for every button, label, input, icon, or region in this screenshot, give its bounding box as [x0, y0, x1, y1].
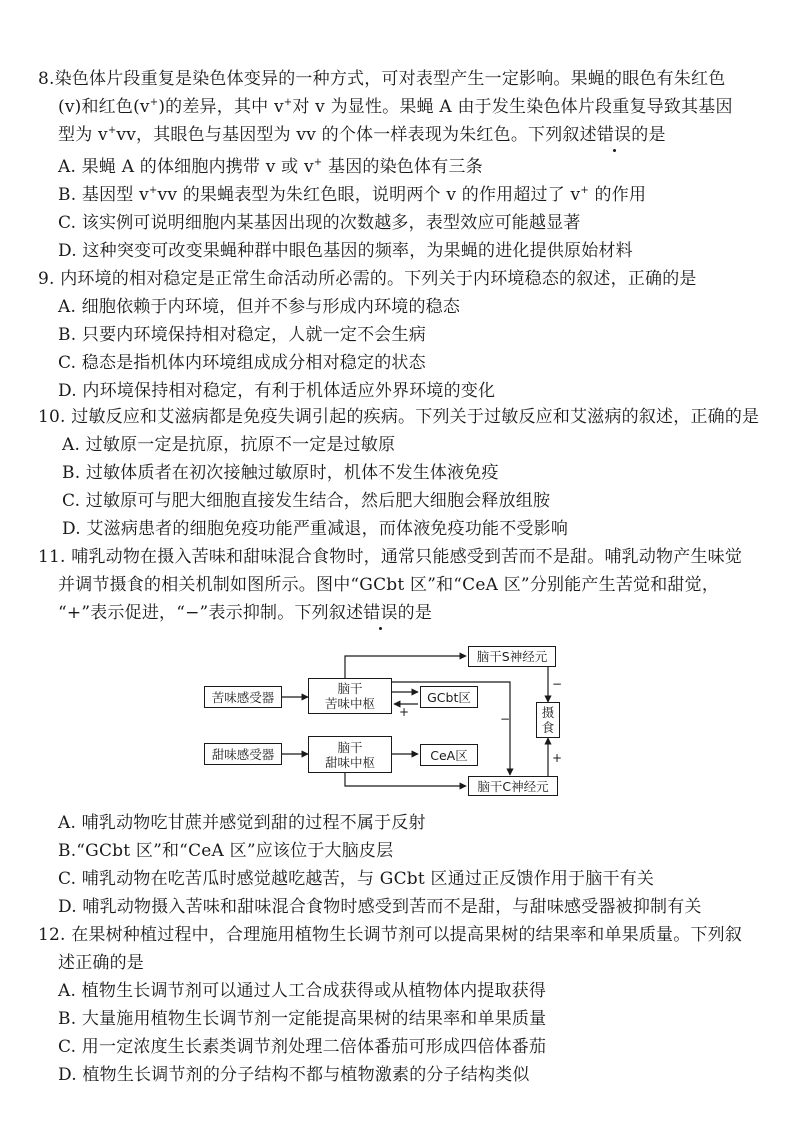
- q10-option-a: A. 过敏原一定是抗原，抗原不一定是过敏原: [62, 435, 396, 455]
- q10-option-b: B. 过敏体质者在初次接触过敏原时，机体不发生体液免疫: [62, 463, 499, 483]
- q12-option-d: D. 植物生长调节剂的分子结构不都与植物激素的分子结构类似: [58, 1065, 530, 1085]
- q9-option-b: B. 只要内环境保持相对稳定，人就一定不会生病: [58, 325, 426, 345]
- q12-stem-line-2: 述正确的是: [58, 953, 144, 973]
- q9-option-a: A. 细胞依赖于内环境，但并不参与形成内环境的稳态: [58, 297, 461, 317]
- q11-stem-line-2: 并调节摄食的相关机制如图所示。图中“GCbt 区”和“CeA 区”分别能产生苦觉和甜觉，: [58, 575, 720, 595]
- bitter-receptor-box: 苦味感受器: [204, 686, 282, 708]
- q8-option-c: C. 该实例可说明细胞内某基因出现的次数越多，表型效应可能越显著: [58, 213, 581, 233]
- q10-option-c: C. 过敏原可与肥大细胞直接发生结合，然后肥大细胞会释放组胺: [62, 491, 551, 511]
- q11-stem-line-1: 11. 哺乳动物在摄入苦味和甜味混合食物时，通常只能感受到苦而不是甜。哺乳动物产生味觉: [38, 547, 743, 567]
- q11-option-d: D. 哺乳动物摄入苦味和甜味混合食物时感受到苦而不是甜，与甜味感受器被抑制有关: [58, 897, 702, 917]
- q9-option-c: C. 稳态是指机体内环境组成成分相对稳定的状态: [58, 353, 426, 373]
- q12-option-a: A. 植物生长调节剂可以通过人工合成获得或从植物体内提取获得: [58, 981, 547, 1001]
- q8-stem-line-2: (v)和红色(v+)的差异，其中 v+对 v 为显性。果蝇 A 由于发生染色体片段重复导致其基因: [58, 97, 733, 117]
- sweet-center-box: 脑干 甜味中枢: [308, 736, 392, 773]
- q10-option-d: D. 艾滋病患者的细胞免疫功能严重减退，而体液免疫功能不受影响: [62, 519, 569, 539]
- minus-sign: −: [500, 712, 511, 726]
- emphasis-word: 错误: [363, 603, 398, 623]
- q10-stem: 10. 过敏反应和艾滋病都是免疫失调引起的疾病。下列关于过敏反应和艾滋病的叙述，正确的是: [38, 407, 760, 427]
- q8-stem-line-3: 型为 v+vv，其眼色与基因型为 vv 的个体一样表现为朱红色。下列叙述错误的是: [58, 125, 666, 145]
- taste-mechanism-diagram: [200, 640, 570, 805]
- minus-sign: −: [552, 677, 563, 691]
- q9-option-d: D. 内环境保持相对稳定，有利于机体适应外界环境的变化: [58, 381, 496, 401]
- plus-sign: +: [552, 751, 563, 765]
- q12-stem-line-1: 12. 在果树种植过程中，合理施用植物生长调节剂可以提高果树的结果率和单果质量。下列叙: [38, 925, 743, 945]
- c-neuron-box: 脑干C神经元: [468, 776, 558, 796]
- plus-sign: +: [399, 705, 410, 719]
- q12-option-b: B. 大量施用植物生长调节剂一定能提高果树的结果率和单果质量: [58, 1009, 547, 1029]
- q12-option-c: C. 用一定浓度生长素类调节剂处理二倍体番茄可形成四倍体番茄: [58, 1037, 547, 1057]
- q11-option-b: B.“GCbt 区”和“CeA 区”应该位于大脑皮层: [58, 841, 394, 861]
- q8-option-d: D. 这种突变可改变果蝇种群中眼色基因的频率，为果蝇的进化提供原始材料: [58, 241, 633, 261]
- cea-box: CeA区: [420, 744, 478, 766]
- s-neuron-box: 脑干S神经元: [468, 646, 556, 667]
- q8-option-b: B. 基因型 v+vv 的果蝇表型为朱红色眼，说明两个 v 的作用超过了 v+ 的作用: [58, 185, 647, 205]
- gcbt-box: GCbt区: [420, 686, 478, 708]
- q11-stem-line-3: “+”表示促进，“−”表示抑制。下列叙述错误的是: [58, 603, 433, 623]
- q8-stem-line-1: 8.染色体片段重复是染色体变异的一种方式，可对表型产生一定影响。果蝇的眼色有朱红色: [38, 69, 726, 89]
- feeding-box: 摄 食: [536, 702, 560, 738]
- q8-option-a: A. 果蝇 A 的体细胞内携带 v 或 v+ 基因的染色体有三条: [58, 157, 483, 177]
- sweet-receptor-box: 甜味感受器: [204, 743, 282, 765]
- q9-stem: 9. 内环境的相对稳定是正常生命活动所必需的。下列关于内环境稳态的叙述，正确的是: [38, 269, 697, 289]
- emphasis-word: 错误: [596, 125, 632, 145]
- bitter-center-box: 脑干 苦味中枢: [308, 678, 392, 714]
- q11-option-c: C. 哺乳动物在吃苦瓜时感觉越吃越苦，与 GCbt 区通过正反馈作用于脑干有关: [58, 869, 655, 889]
- q11-option-a: A. 哺乳动物吃甘蔗并感觉到甜的过程不属于反射: [58, 813, 426, 833]
